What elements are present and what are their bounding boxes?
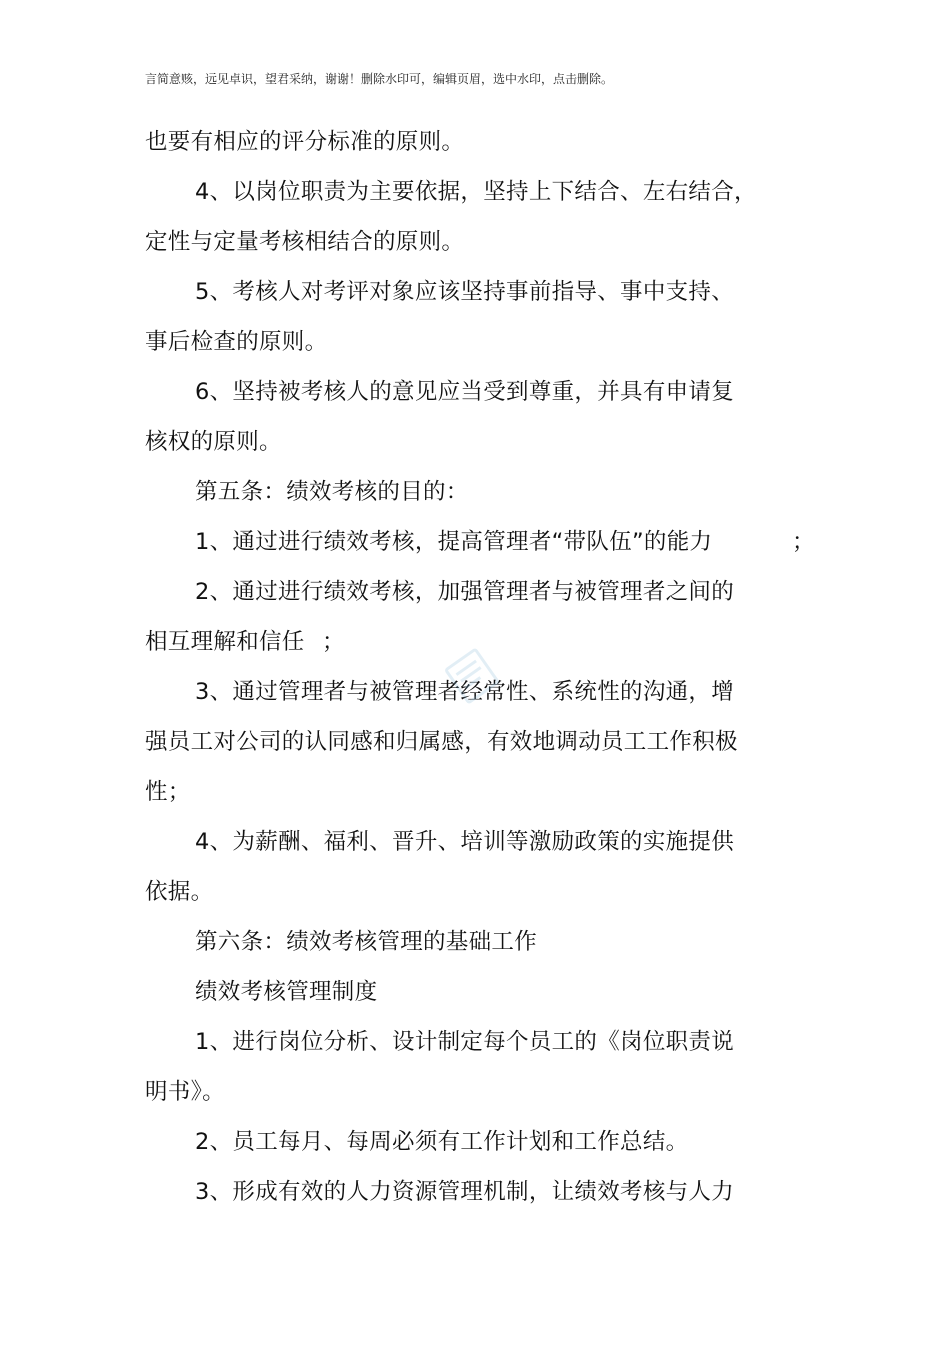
header-note: 言简意赅，远见卓识，望君采纳，谢谢！删除水印可，编辑页眉，选中水印，点击删除。 — [145, 72, 614, 86]
body-line: 5、考核人对考评对象应该坚持事前指导、事中支持、 — [195, 279, 735, 305]
body-line: 6、坚持被考核人的意见应当受到尊重，并具有申请复 — [195, 379, 735, 405]
body-line: 4、为薪酬、福利、晋升、培训等激励政策的实施提供 — [195, 829, 735, 855]
body-line: 相互理解和信任 — [145, 629, 305, 655]
document-watermark-icon — [438, 642, 506, 710]
body-line: 1、通过进行绩效考核，提高管理者“带队伍”的能力 — [195, 529, 713, 555]
subsection-heading: 绩效考核管理制度 — [195, 979, 378, 1005]
body-line: 3、形成有效的人力资源管理机制，让绩效考核与人力 — [195, 1179, 735, 1205]
body-line: 明书》。 — [145, 1079, 225, 1105]
body-line: 1、进行岗位分析、设计制定每个员工的《岗位职责说 — [195, 1029, 735, 1055]
section-heading: 第五条：绩效考核的目的： — [195, 479, 469, 505]
body-line: 4、以岗位职责为主要依据，坚持上下结合、左右结合， — [195, 179, 757, 205]
body-line: 依据。 — [145, 879, 214, 905]
body-line: 2、通过进行绩效考核，加强管理者与被管理者之间的 — [195, 579, 735, 605]
section-heading: 第六条：绩效考核管理的基础工作 — [195, 929, 538, 955]
body-line: 2、员工每月、每周必须有工作计划和工作总结。 — [195, 1129, 689, 1155]
body-line: 定性与定量考核相结合的原则。 — [145, 229, 465, 255]
body-line: 性； — [145, 779, 191, 805]
body-line: 核权的原则。 — [145, 429, 282, 455]
body-line: 强员工对公司的认同感和归属感，有效地调动员工工作积极 — [145, 729, 738, 755]
body-line: 也要有相应的评分标准的原则。 — [145, 129, 465, 155]
body-line: 3、通过管理者与被管理者经常性、系统性的沟通，增 — [195, 679, 735, 705]
trailing-semicolon: ； — [792, 529, 815, 555]
trailing-semicolon: ； — [322, 629, 345, 655]
body-line: 事后检查的原则。 — [145, 329, 328, 355]
